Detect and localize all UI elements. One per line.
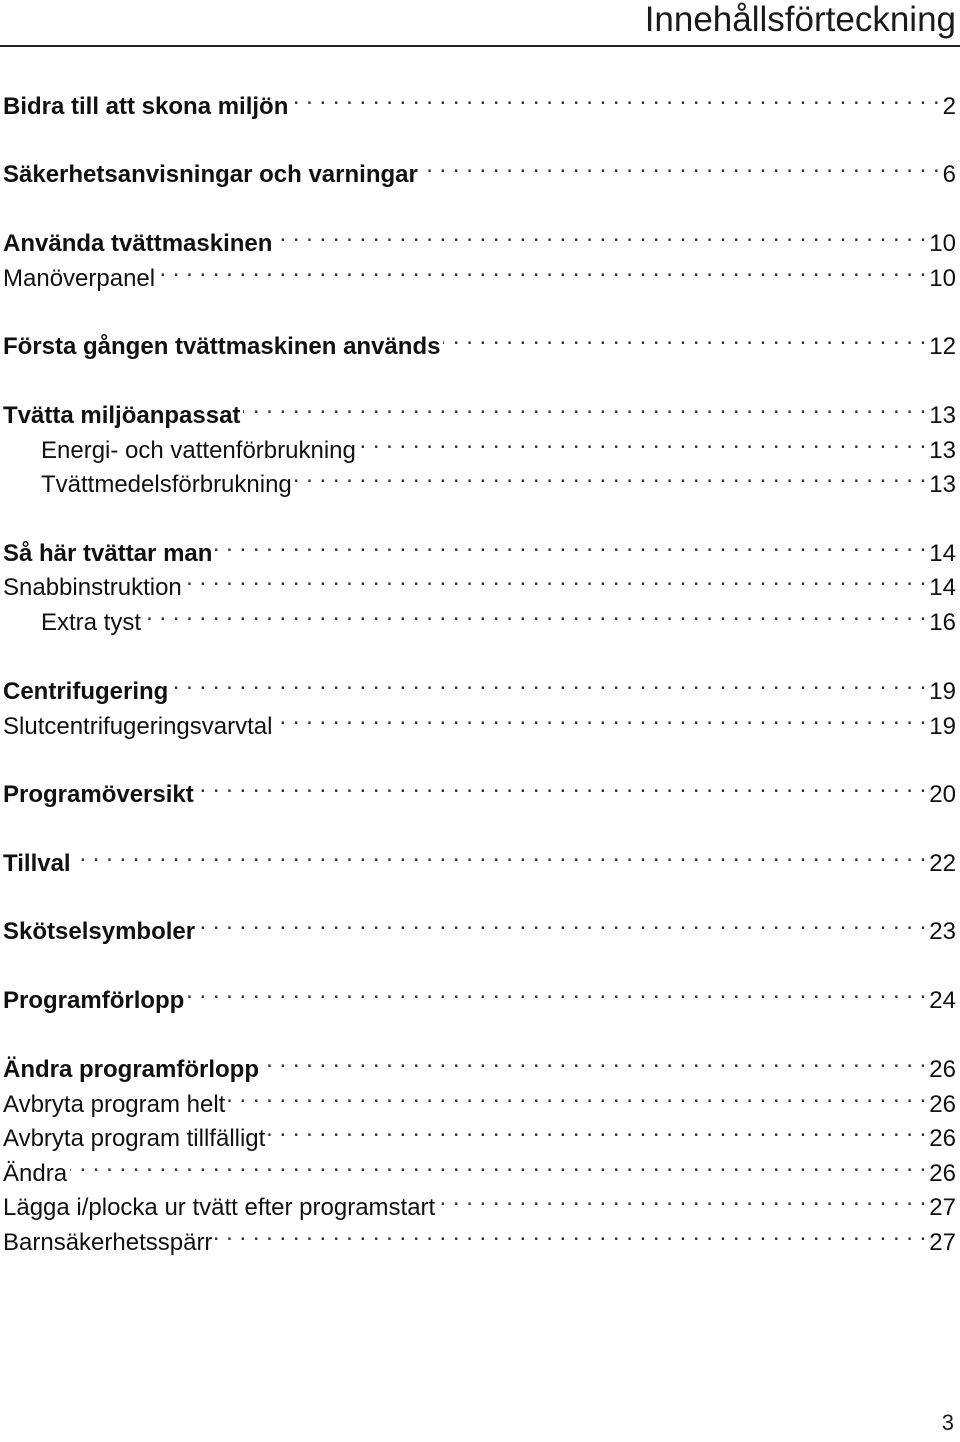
toc-entry[interactable] (0, 768, 956, 808)
toc-entry-label: Säkerhetsanvisningar och varningar (3, 161, 418, 188)
toc-entry[interactable] (0, 837, 956, 877)
toc-entry[interactable] (38, 424, 956, 464)
toc-entry-page: 14 (929, 574, 956, 601)
toc-entry-page: 10 (929, 230, 956, 257)
toc-dot-leader (243, 389, 926, 423)
toc-entry-label: Energi- och vattenförbrukning (41, 437, 356, 464)
toc-entry-page: 26 (929, 1056, 956, 1083)
toc-entry[interactable] (0, 1181, 956, 1221)
toc-dot-leader (295, 458, 927, 492)
toc-dot-leader (198, 905, 926, 939)
toc-dot-leader (438, 1181, 926, 1215)
toc-entry[interactable] (0, 148, 956, 188)
toc-entry-page: 26 (929, 1091, 956, 1118)
toc-entry[interactable] (0, 1112, 956, 1152)
toc-entry-label: Tillval (3, 850, 71, 877)
toc-entry-page: 13 (929, 471, 956, 498)
toc-entry[interactable] (0, 974, 956, 1014)
toc-entry-label: Centrifugering (3, 678, 169, 705)
toc-entry-page: 13 (929, 402, 956, 429)
toc-entry-page: 22 (929, 850, 956, 877)
toc-entry-label: Ändra (3, 1160, 68, 1187)
toc-entry[interactable] (0, 665, 956, 705)
toc-dot-leader (291, 80, 939, 114)
toc-entry[interactable] (0, 905, 956, 945)
toc-entry-label: Använda tvättmaskinen (3, 230, 273, 257)
toc-dot-leader (187, 974, 926, 1008)
toc-dot-leader (185, 561, 927, 595)
toc-entry-label: Slutcentrifugeringsvarvtal (3, 713, 273, 740)
toc-dot-leader (275, 700, 926, 734)
toc-entry[interactable] (0, 1216, 956, 1256)
page-title: Innehållsförteckning (644, 0, 956, 39)
toc-entry-page: 6 (942, 161, 956, 188)
toc-dot-leader (70, 1147, 926, 1181)
toc-entry[interactable] (38, 458, 956, 498)
toc-entry-label: Programförlopp (3, 987, 185, 1014)
toc-entry-page: 20 (929, 781, 956, 808)
toc-entry-label: Bidra till att skona miljön (3, 93, 289, 120)
toc-entry-page: 12 (929, 333, 956, 360)
toc-entry-page: 27 (929, 1229, 956, 1256)
toc-entry-label: Avbryta program tillfälligt (3, 1125, 266, 1152)
toc-entry-page: 16 (929, 609, 956, 636)
toc-entry[interactable] (0, 320, 956, 360)
toc-entry-page: 27 (929, 1194, 956, 1221)
toc-entry[interactable] (0, 80, 956, 120)
toc-dot-leader (228, 1078, 926, 1112)
toc-dot-leader (443, 320, 926, 354)
toc-entry-page: 23 (929, 918, 956, 945)
toc-entry-page: 10 (929, 265, 956, 292)
toc-entry[interactable] (0, 252, 956, 292)
toc-entry-label: Tvätta miljöanpassat (3, 402, 241, 429)
toc-entry[interactable] (0, 527, 956, 567)
toc-entry-label: Avbryta program helt (3, 1091, 226, 1118)
toc-entry[interactable] (0, 1078, 956, 1118)
toc-entry-page: 26 (929, 1125, 956, 1152)
toc-entry-label: Tvättmedelsförbrukning (41, 471, 292, 498)
toc-entry[interactable] (0, 217, 956, 257)
toc-dot-leader (215, 1216, 926, 1250)
toc-entry-page: 26 (929, 1160, 956, 1187)
toc-entry-page: 24 (929, 987, 956, 1014)
toc-entry-label: Manöverpanel (3, 265, 156, 292)
toc-entry[interactable] (0, 1043, 956, 1083)
page-number: 3 (941, 1410, 954, 1435)
toc-dot-leader (171, 665, 926, 699)
toc-dot-leader (421, 148, 940, 182)
toc-entry-label: Första gången tvättmaskinen används (3, 333, 441, 360)
toc-entry-label: Barnsäkerhetsspärr (3, 1229, 213, 1256)
toc-entry-label: Skötselsymboler (3, 918, 196, 945)
toc-entry-label: Lägga i/plocka ur tvätt efter programstart (3, 1194, 436, 1221)
toc-dot-leader (144, 596, 926, 630)
toc-entry[interactable] (0, 700, 956, 740)
toc-entry-page: 14 (929, 540, 956, 567)
toc-dot-leader (197, 768, 927, 802)
toc-dot-leader (74, 837, 927, 871)
toc-dot-leader (359, 424, 926, 458)
toc-dot-leader (158, 252, 926, 286)
toc-entry-page: 19 (929, 678, 956, 705)
toc-entry[interactable] (0, 1147, 956, 1187)
toc-entry-label: Ändra programförlopp (3, 1056, 259, 1083)
toc-dot-leader (215, 527, 926, 561)
header-divider (0, 45, 960, 47)
toc-entry-label: Extra tyst (41, 609, 142, 636)
toc-entry-page: 13 (929, 437, 956, 464)
toc-entry-page: 19 (929, 713, 956, 740)
toc-entry-label: Så här tvättar man (3, 540, 213, 567)
toc-dot-leader (275, 217, 926, 251)
toc-entry[interactable] (38, 596, 956, 636)
toc-entry-page: 2 (942, 93, 956, 120)
toc-dot-leader (268, 1112, 926, 1146)
toc-entry-label: Programöversikt (3, 781, 194, 808)
toc-entry[interactable] (0, 561, 956, 601)
toc-dot-leader (262, 1043, 926, 1077)
toc-entry[interactable] (0, 389, 956, 429)
toc-entry-label: Snabbinstruktion (3, 574, 182, 601)
